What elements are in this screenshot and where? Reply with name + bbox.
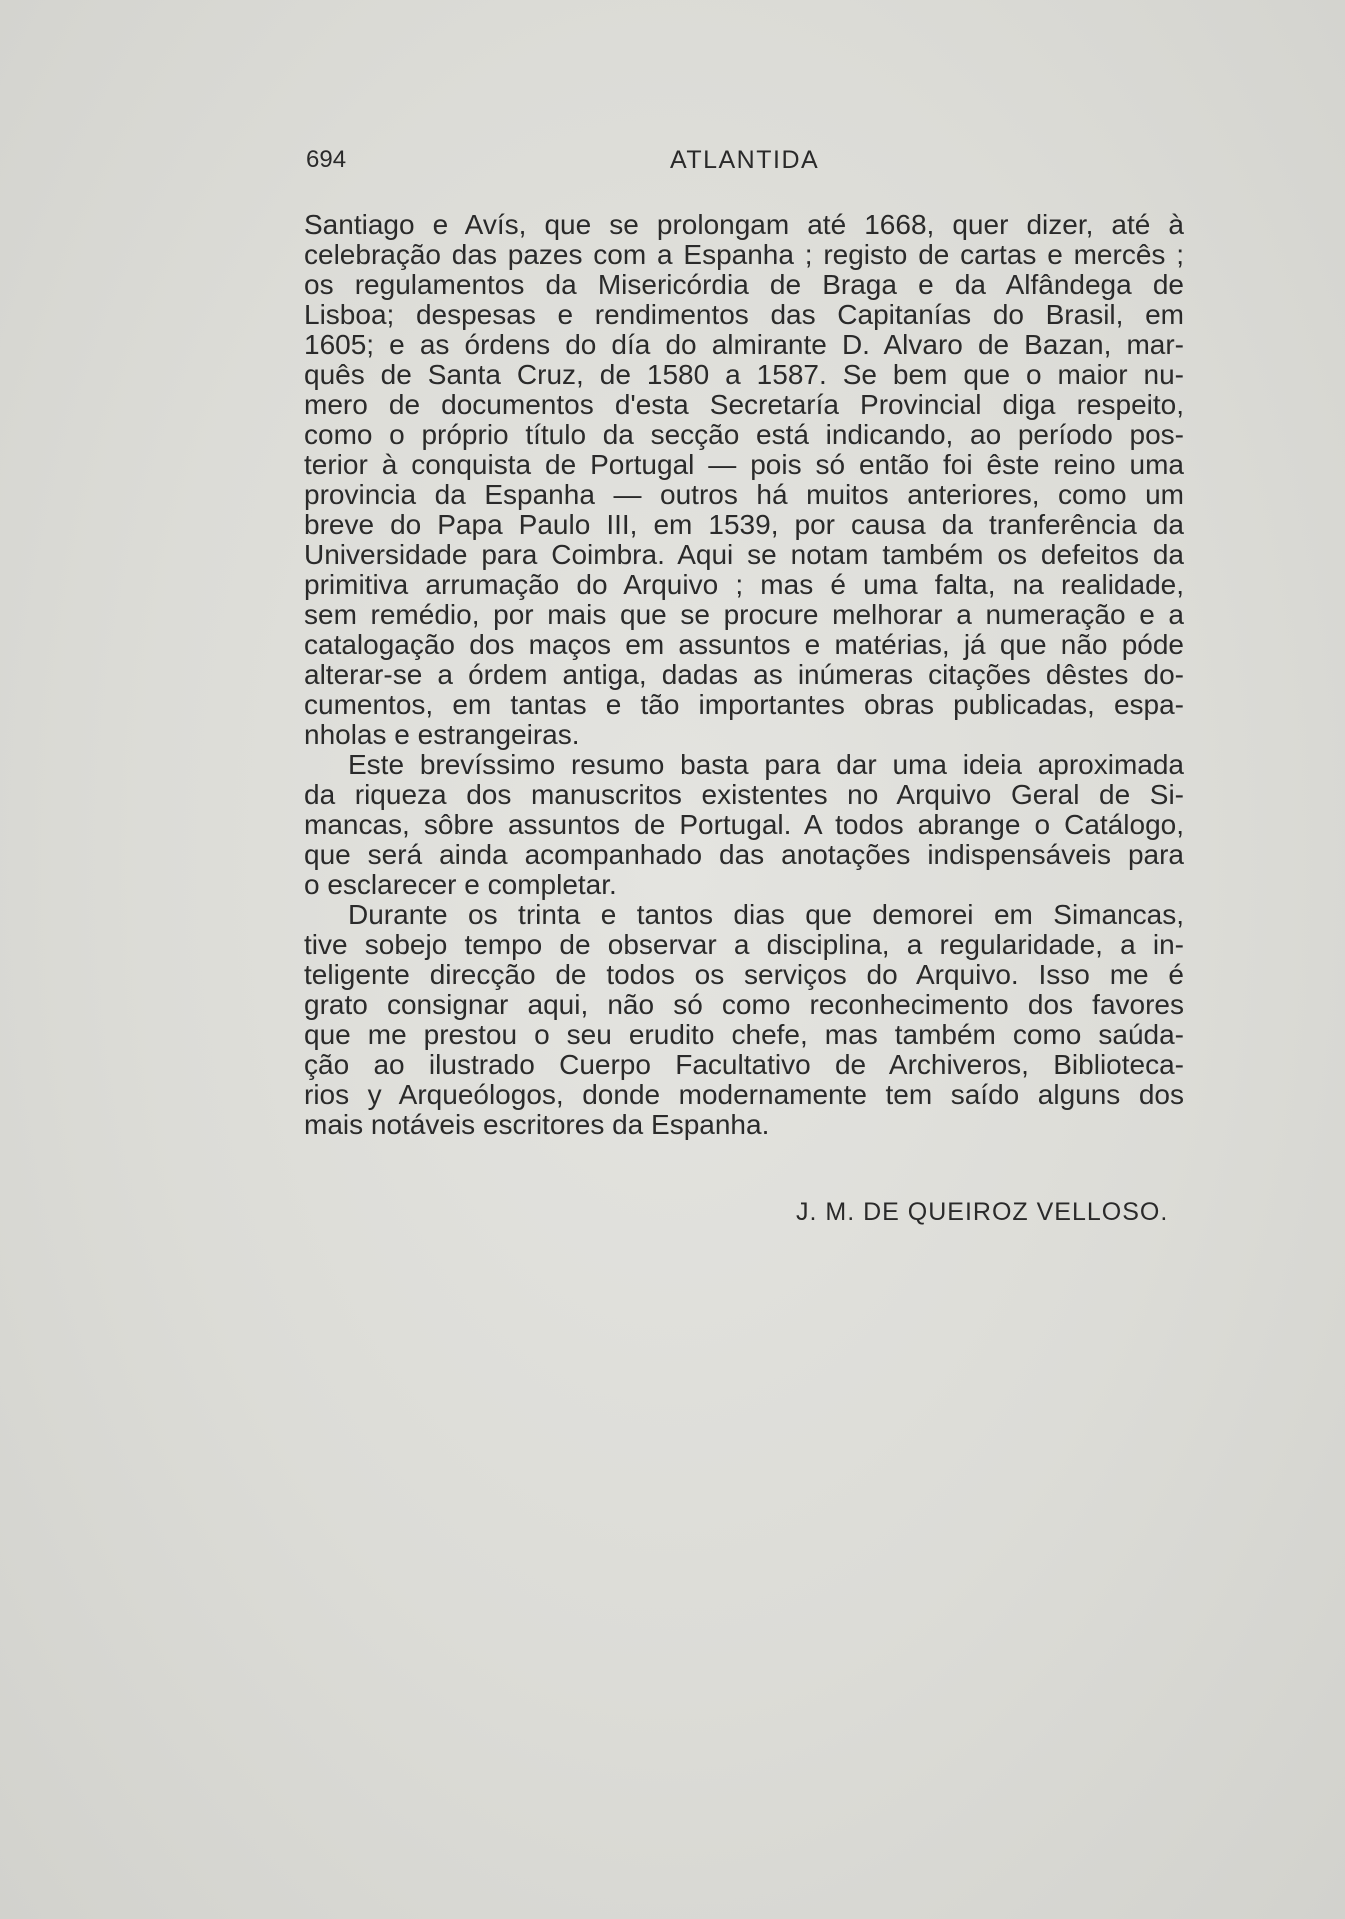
text-line: mancas, sôbre assuntos de Portugal. A todos abrange o Catálogo, bbox=[304, 809, 1184, 840]
text-line: alterar-se a órdem antiga, dadas as inúmeras citações dêstes do- bbox=[304, 659, 1184, 690]
text-line: teligente direcção de todos os serviços do Arquivo. Isso me é bbox=[304, 959, 1184, 990]
text-line: sem remédio, por mais que se procure melhorar a numeração e a bbox=[304, 599, 1184, 630]
paragraph-start-line: Durante os trinta e tantos dias que demorei em Simancas, bbox=[348, 899, 1184, 930]
text-line: Santiago e Avís, que se prolongam até 1668, quer dizer, até à bbox=[304, 209, 1184, 240]
author-signature: J. M. DE QUEIROZ VELLOSO. bbox=[796, 1198, 1169, 1226]
text-line: que me prestou o seu erudito chefe, mas também como saúda- bbox=[304, 1019, 1184, 1050]
text-line: mero de documentos d'esta Secretaría Provincial diga respeito, bbox=[304, 389, 1184, 420]
text-line: rios y Arqueólogos, donde modernamente tem saído alguns dos bbox=[304, 1079, 1184, 1110]
text-line: Lisboa; despesas e rendimentos das Capitanías do Brasil, em bbox=[304, 299, 1184, 330]
paragraph-end-line: o esclarecer e completar. bbox=[304, 869, 617, 900]
text-line: breve do Papa Paulo III, em 1539, por causa da tranferência da bbox=[304, 509, 1184, 540]
journal-title: ATLANTIDA bbox=[670, 146, 820, 174]
page-number: 694 bbox=[306, 146, 347, 173]
text-line: primitiva arrumação do Arquivo ; mas é uma falta, na realidade, bbox=[304, 569, 1184, 600]
text-line: provincia da Espanha — outros há muitos anteriores, como um bbox=[304, 479, 1184, 510]
text-line: cumentos, em tantas e tão importantes obras publicadas, espa- bbox=[304, 689, 1184, 720]
text-line: grato consignar aqui, não só como reconhecimento dos favores bbox=[304, 989, 1184, 1020]
text-line: quês de Santa Cruz, de 1580 a 1587. Se bem que o maior nu- bbox=[304, 359, 1184, 390]
text-line: como o próprio título da secção está indicando, ao período pos- bbox=[304, 419, 1184, 450]
text-line: ção ao ilustrado Cuerpo Facultativo de Archiveros, Biblioteca- bbox=[304, 1049, 1184, 1080]
text-line: catalogação dos maços em assuntos e matérias, já que não póde bbox=[304, 629, 1184, 660]
paragraph-start-line: Este brevíssimo resumo basta para dar uma ideia aproximada bbox=[348, 749, 1184, 780]
text-line: 1605; e as órdens do día do almirante D. Alvaro de Bazan, mar- bbox=[304, 329, 1184, 360]
paragraph-end-line: mais notáveis escritores da Espanha. bbox=[304, 1109, 770, 1140]
paragraph-end-line: nholas e estrangeiras. bbox=[304, 719, 580, 750]
text-line: terior à conquista de Portugal — pois só então foi êste reino uma bbox=[304, 449, 1184, 480]
article-body bbox=[304, 210, 1184, 1140]
text-line: da riqueza dos manuscritos existentes no Arquivo Geral de Si- bbox=[304, 779, 1184, 810]
text-line: tive sobejo tempo de observar a disciplina, a regularidade, a in- bbox=[304, 929, 1184, 960]
text-line: Universidade para Coimbra. Aqui se notam também os defeitos da bbox=[304, 539, 1184, 570]
text-line: que será ainda acompanhado das anotações indispensáveis para bbox=[304, 839, 1184, 870]
running-head bbox=[306, 146, 826, 180]
text-line: os regulamentos da Misericórdia de Braga e da Alfândega de bbox=[304, 269, 1184, 300]
text-line: celebração das pazes com a Espanha ; registo de cartas e mercês ; bbox=[304, 239, 1184, 270]
